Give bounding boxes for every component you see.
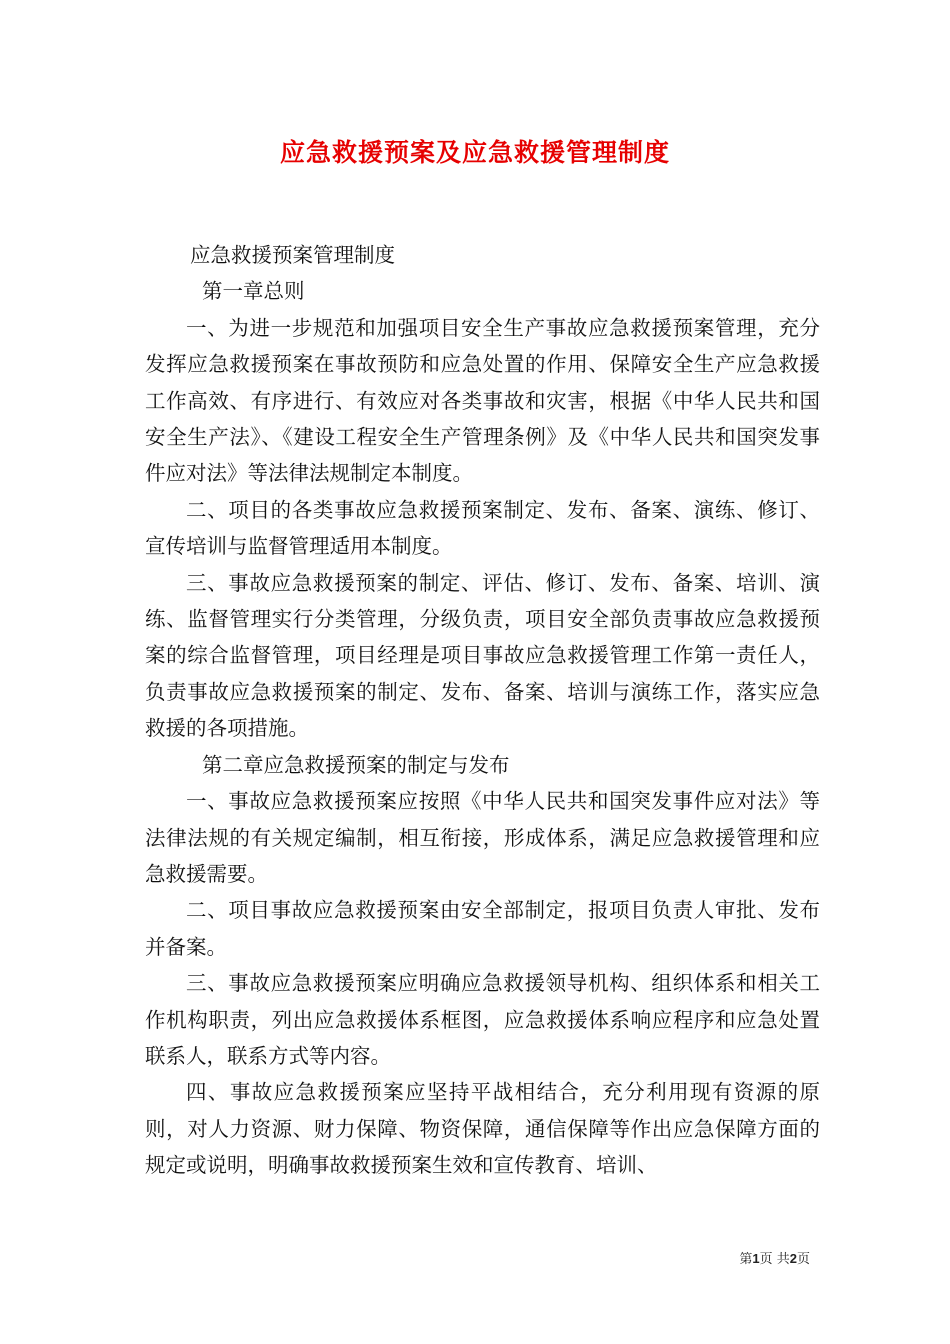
page-number-footer — [739, 1248, 810, 1267]
paragraph: 四、事故应急救援预案应坚持平战相结合，充分利用现有资源的原则，对人力资源、财力保障、物资保障，通信保障等作出应急保障方面的规定或说明，明确事故救援预案生效和宣传教育、培训、 — [145, 1080, 820, 1178]
paragraph-section-heading: 应急救援预案管理制度 — [190, 243, 395, 267]
footer-label: 第 — [739, 1252, 753, 1267]
paragraph: 一、事故应急救援预案应按照《中华人民共和国突发事件应对法》等法律法规的有关规定编制，相互衔接，形成体系，满足应急救援管理和应急救援需要。 — [145, 789, 820, 886]
paragraph: 三、事故应急救援预案的制定、评估、修订、发布、备案、培训、演练、监督管理实行分类管理，分级负责，项目安全部负责事故应急救援预案的综合监督管理，项目经理是项目事故应急救援管理工作第一责任人，负责事故应急救援预案的制定、发布、备案、培训与演练工作，落实应急救援的各项措施。 — [145, 570, 820, 741]
current-page-number: 1 — [752, 1251, 760, 1266]
document-title: 应急救援预案及应急救援管理制度 — [279, 138, 670, 167]
paragraph: 二、项目事故应急救援预案由安全部制定，报项目负责人审批、发布并备案。 — [145, 898, 820, 959]
paragraph-chapter-2-heading: 第二章应急救援预案的制定与发布 — [202, 752, 510, 777]
footer-label: 页 共 — [759, 1252, 790, 1267]
paragraph-chapter-1-heading: 第一章总则 — [202, 279, 305, 304]
total-pages-number: 2 — [789, 1251, 797, 1266]
document-body — [145, 237, 820, 1184]
footer-label: 页 — [796, 1252, 810, 1267]
paragraph: 三、事故应急救援预案应明确应急救援领导机构、组织体系和相关工作机构职责，列出应急救援体系框图，应急救援体系响应程序和应急处置联系人，联系方式等内容。 — [145, 971, 820, 1068]
paragraph: 一、为进一步规范和加强项目安全生产事故应急救援预案管理，充分发挥应急救援预案在事故预防和应急处置的作用、保障安全生产应急救援工作高效、有序进行、有效应对各类事故和灾害，根据《中华人民共和国安全生产法》、《建设工程安全生产管理条例》及《中华人民共和国突发事件应对法》等法律法规制定本制度。 — [145, 315, 820, 486]
paragraph: 二、项目的各类事故应急救援预案制定、发布、备案、演练、修订、宣传培训与监督管理适用本制度。 — [145, 497, 820, 559]
